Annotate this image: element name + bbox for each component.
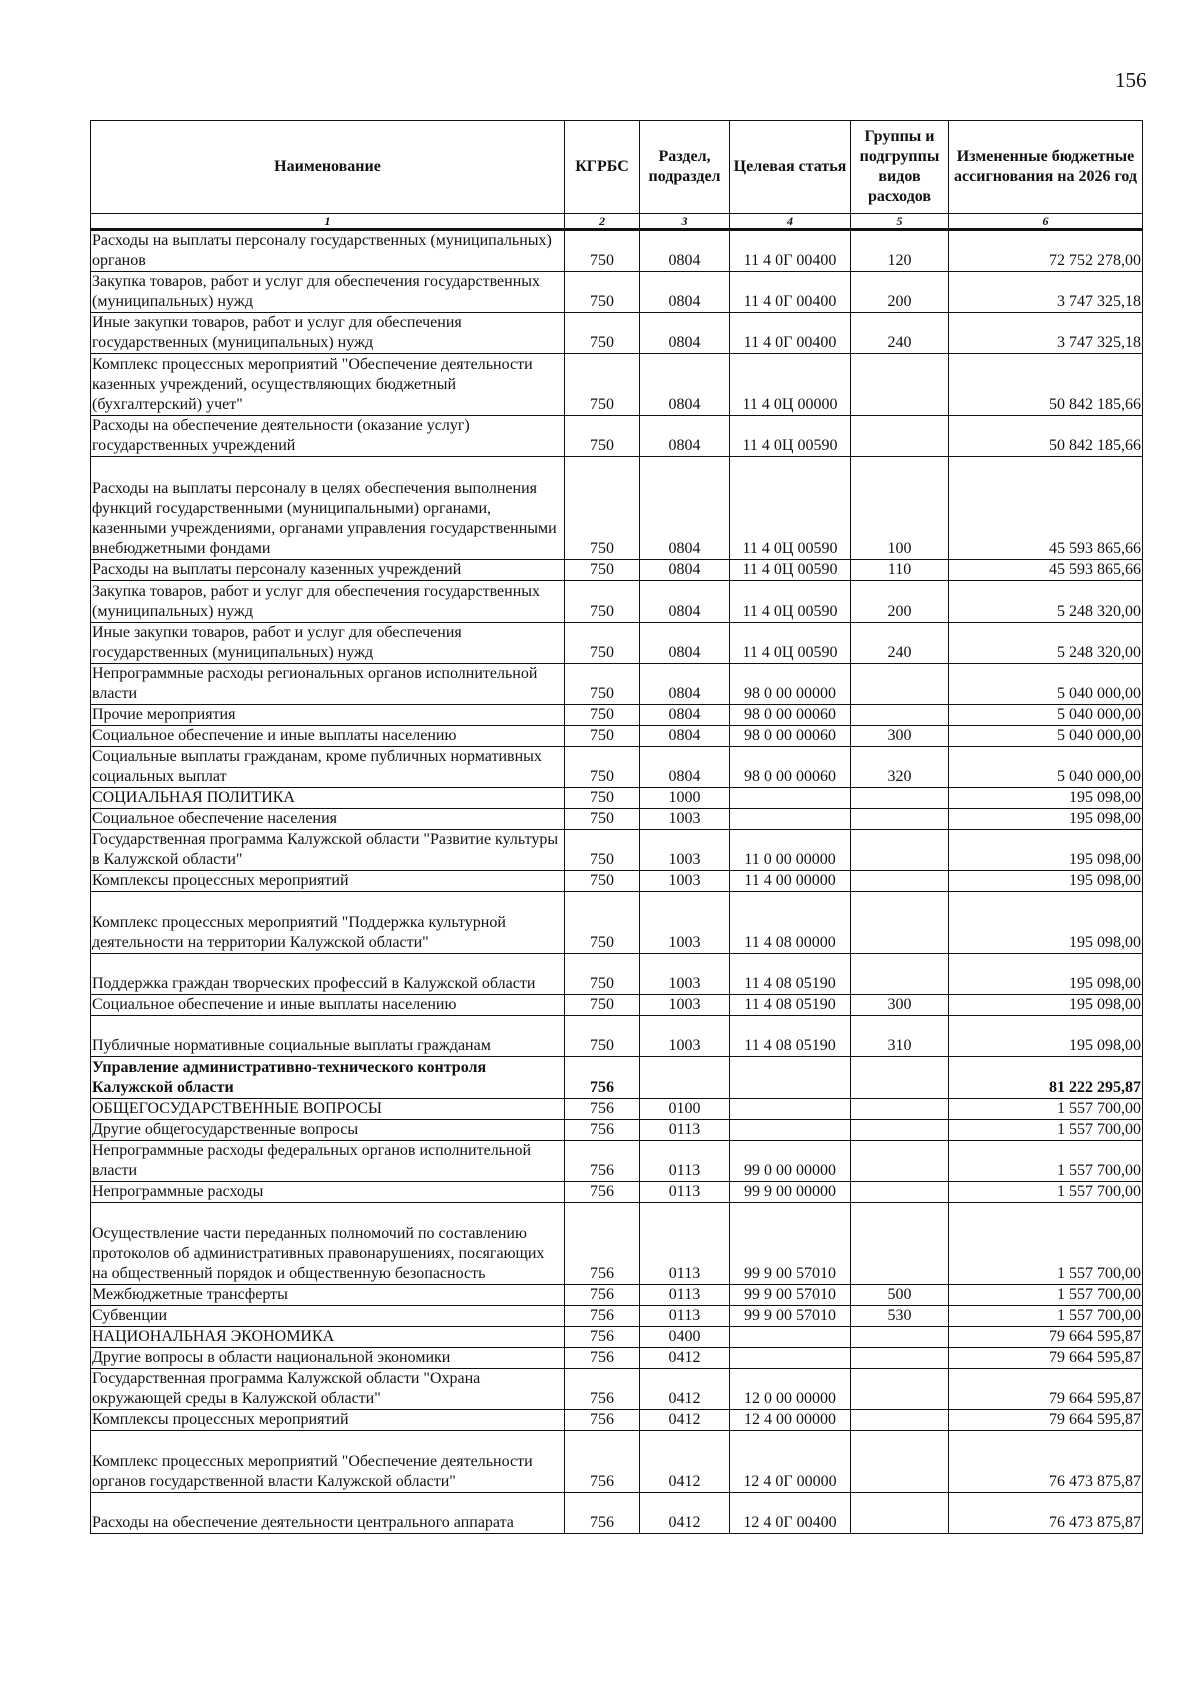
cell-amount: 5 040 000,00 (949, 746, 1143, 787)
cell-group: 240 (851, 313, 949, 354)
cell-section: 0113 (640, 1119, 730, 1140)
cell-name: Непрограммные расходы федеральных органов исполнительной власти (91, 1140, 565, 1181)
cell-section: 0804 (640, 457, 730, 560)
cell-target: 11 0 00 00000 (730, 830, 851, 871)
cell-kgrbs: 756 (565, 1181, 640, 1202)
cell-group: 500 (851, 1285, 949, 1306)
cell-kgrbs: 750 (565, 954, 640, 995)
cell-amount: 5 248 320,00 (949, 622, 1143, 663)
cell-name: Непрограммные расходы региональных органов исполнительной власти (91, 663, 565, 704)
cell-group: 200 (851, 581, 949, 622)
table-row (91, 704, 1143, 725)
table-row (91, 1410, 1143, 1431)
cell-amount: 76 473 875,87 (949, 1493, 1143, 1534)
column-number: 6 (949, 214, 1143, 230)
cell-amount: 81 222 295,87 (949, 1057, 1143, 1098)
cell-group (851, 954, 949, 995)
cell-name: Социальное обеспечение населения (91, 809, 565, 830)
cell-amount: 79 664 595,87 (949, 1410, 1143, 1431)
cell-section: 0804 (640, 354, 730, 416)
cell-target: 98 0 00 00060 (730, 746, 851, 787)
cell-amount: 1 557 700,00 (949, 1202, 1143, 1284)
cell-kgrbs: 750 (565, 725, 640, 746)
cell-target (730, 1327, 851, 1348)
cell-group: 300 (851, 725, 949, 746)
cell-section: 0113 (640, 1181, 730, 1202)
cell-amount: 5 040 000,00 (949, 704, 1143, 725)
cell-kgrbs: 756 (565, 1327, 640, 1348)
cell-amount: 50 842 185,66 (949, 416, 1143, 457)
cell-amount: 195 098,00 (949, 995, 1143, 1016)
cell-amount: 195 098,00 (949, 871, 1143, 892)
cell-name: Закупка товаров, работ и услуг для обеспечения государственных (муниципальных) нужд (91, 581, 565, 622)
cell-name: Социальные выплаты гражданам, кроме публичных нормативных социальных выплат (91, 746, 565, 787)
cell-name: Государственная программа Калужской области "Развитие культуры в Калужской области" (91, 830, 565, 871)
cell-target (730, 788, 851, 809)
cell-group: 320 (851, 746, 949, 787)
cell-name: Расходы на обеспечение деятельности центрального аппарата (91, 1493, 565, 1534)
cell-section: 1003 (640, 809, 730, 830)
table-row (91, 830, 1143, 871)
table-row (91, 746, 1143, 787)
cell-name: Расходы на обеспечение деятельности (оказание услуг) государственных учреждений (91, 416, 565, 457)
cell-group (851, 704, 949, 725)
table-row (91, 1016, 1143, 1057)
cell-group (851, 1493, 949, 1534)
cell-section: 0412 (640, 1493, 730, 1534)
header-amount: Измененные бюджетные ассигнования на 2026 год (949, 121, 1143, 214)
table-row (91, 1493, 1143, 1534)
cell-section: 1003 (640, 871, 730, 892)
cell-section: 0804 (640, 746, 730, 787)
cell-kgrbs: 750 (565, 892, 640, 954)
cell-name: СОЦИАЛЬНАЯ ПОЛИТИКА (91, 788, 565, 809)
cell-group (851, 788, 949, 809)
column-number: 5 (851, 214, 949, 230)
cell-name: Расходы на выплаты персоналу государственных (муниципальных) органов (91, 230, 565, 272)
cell-target: 12 4 00 00000 (730, 1410, 851, 1431)
table-row (91, 1202, 1143, 1284)
cell-group: 240 (851, 622, 949, 663)
cell-name: Комплекс процессных мероприятий "Обеспечение деятельности органов государственной власти Калужской области" (91, 1431, 565, 1493)
cell-group (851, 1410, 949, 1431)
cell-amount: 45 593 865,66 (949, 457, 1143, 560)
cell-name: Другие общегосударственные вопросы (91, 1119, 565, 1140)
cell-section: 1003 (640, 830, 730, 871)
cell-kgrbs: 750 (565, 581, 640, 622)
cell-amount: 1 557 700,00 (949, 1181, 1143, 1202)
cell-section: 0804 (640, 725, 730, 746)
cell-kgrbs: 750 (565, 272, 640, 313)
table-row (91, 1348, 1143, 1369)
cell-kgrbs: 756 (565, 1098, 640, 1119)
cell-group (851, 1327, 949, 1348)
cell-target: 11 4 00 00000 (730, 871, 851, 892)
cell-amount: 1 557 700,00 (949, 1306, 1143, 1327)
cell-amount: 195 098,00 (949, 809, 1143, 830)
table-row (91, 892, 1143, 954)
cell-kgrbs: 750 (565, 995, 640, 1016)
cell-target: 11 4 08 00000 (730, 892, 851, 954)
header-groups: Группы и подгруппы видов расходов (851, 121, 949, 214)
cell-group: 530 (851, 1306, 949, 1327)
cell-amount: 5 248 320,00 (949, 581, 1143, 622)
cell-name: Расходы на выплаты персоналу казенных учреждений (91, 560, 565, 581)
cell-target: 98 0 00 00060 (730, 725, 851, 746)
table-row (91, 1369, 1143, 1410)
cell-group (851, 354, 949, 416)
cell-section: 1000 (640, 788, 730, 809)
cell-kgrbs: 750 (565, 788, 640, 809)
cell-kgrbs: 750 (565, 704, 640, 725)
cell-name: Комплекс процессных мероприятий "Поддержка культурной деятельности на территории Калужской области" (91, 892, 565, 954)
cell-target: 11 4 0Ц 00000 (730, 354, 851, 416)
cell-target: 11 4 0Ц 00590 (730, 416, 851, 457)
table-row (91, 663, 1143, 704)
cell-section: 0412 (640, 1369, 730, 1410)
cell-kgrbs: 756 (565, 1057, 640, 1098)
cell-target: 98 0 00 00060 (730, 704, 851, 725)
cell-group (851, 1202, 949, 1284)
cell-kgrbs: 750 (565, 746, 640, 787)
cell-group: 310 (851, 1016, 949, 1057)
cell-amount: 79 664 595,87 (949, 1327, 1143, 1348)
cell-section: 0113 (640, 1285, 730, 1306)
cell-section: 0113 (640, 1202, 730, 1284)
cell-section: 0804 (640, 704, 730, 725)
page-number: 156 (1115, 68, 1147, 92)
cell-target: 98 0 00 00000 (730, 663, 851, 704)
cell-group (851, 1348, 949, 1369)
column-number-row (91, 214, 1143, 230)
table-row (91, 1119, 1143, 1140)
header-name: Наименование (91, 121, 565, 214)
cell-target (730, 1119, 851, 1140)
cell-name: Управление административно-технического контроля Калужской области (91, 1057, 565, 1098)
cell-kgrbs: 750 (565, 313, 640, 354)
table-row (91, 1098, 1143, 1119)
table-row (91, 809, 1143, 830)
table-row (91, 788, 1143, 809)
cell-target: 11 4 08 05190 (730, 1016, 851, 1057)
cell-kgrbs: 756 (565, 1285, 640, 1306)
table-row (91, 995, 1143, 1016)
table-row (91, 457, 1143, 560)
cell-amount: 50 842 185,66 (949, 354, 1143, 416)
cell-group (851, 1057, 949, 1098)
table-row (91, 1181, 1143, 1202)
cell-target: 11 4 0Г 00400 (730, 272, 851, 313)
cell-name: Расходы на выплаты персоналу в целях обеспечения выполнения функций государственными (муниципальными) органами, казенными учреждениями, органами управления государственными внебюджетными фондами (91, 457, 565, 560)
cell-group (851, 892, 949, 954)
cell-kgrbs: 750 (565, 871, 640, 892)
cell-section: 0804 (640, 313, 730, 354)
table-row (91, 416, 1143, 457)
cell-group (851, 1119, 949, 1140)
cell-group (851, 1369, 949, 1410)
column-number: 1 (91, 214, 565, 230)
cell-kgrbs: 756 (565, 1119, 640, 1140)
cell-name: Комплексы процессных мероприятий (91, 1410, 565, 1431)
table-row (91, 725, 1143, 746)
cell-name: Закупка товаров, работ и услуг для обеспечения государственных (муниципальных) нужд (91, 272, 565, 313)
cell-target: 99 9 00 57010 (730, 1306, 851, 1327)
cell-target: 11 4 08 05190 (730, 995, 851, 1016)
cell-target: 11 4 0Ц 00590 (730, 622, 851, 663)
cell-amount: 195 098,00 (949, 1016, 1143, 1057)
cell-name: Комплексы процессных мероприятий (91, 871, 565, 892)
cell-amount: 3 747 325,18 (949, 313, 1143, 354)
cell-group (851, 871, 949, 892)
cell-name: Другие вопросы в области национальной экономики (91, 1348, 565, 1369)
cell-kgrbs: 750 (565, 830, 640, 871)
cell-group (851, 809, 949, 830)
cell-target: 12 4 0Г 00400 (730, 1493, 851, 1534)
cell-section: 0804 (640, 416, 730, 457)
cell-amount: 76 473 875,87 (949, 1431, 1143, 1493)
cell-name: Социальное обеспечение и иные выплаты населению (91, 725, 565, 746)
cell-name: Поддержка граждан творческих профессий в Калужской области (91, 954, 565, 995)
cell-target: 99 9 00 57010 (730, 1285, 851, 1306)
column-number: 3 (640, 214, 730, 230)
cell-target: 99 9 00 57010 (730, 1202, 851, 1284)
cell-group: 120 (851, 230, 949, 272)
table-row (91, 1431, 1143, 1493)
cell-section (640, 1057, 730, 1098)
header-kgrbs: КГРБС (565, 121, 640, 214)
cell-name: Комплекс процессных мероприятий "Обеспечение деятельности казенных учреждений, осуществляющих бюджетный (бухгалтерский) учет" (91, 354, 565, 416)
cell-name: Осуществление части переданных полномочий по составлению протоколов об административных правонарушениях, посягающих на общественный порядок и общественную безопасность (91, 1202, 565, 1284)
table-row (91, 1285, 1143, 1306)
table-row (91, 230, 1143, 272)
cell-name: Иные закупки товаров, работ и услуг для обеспечения государственных (муниципальных) нужд (91, 313, 565, 354)
cell-amount: 79 664 595,87 (949, 1369, 1143, 1410)
cell-amount: 5 040 000,00 (949, 725, 1143, 746)
column-number: 4 (730, 214, 851, 230)
cell-name: Прочие мероприятия (91, 704, 565, 725)
cell-section: 0412 (640, 1410, 730, 1431)
cell-section: 0100 (640, 1098, 730, 1119)
cell-amount: 79 664 595,87 (949, 1348, 1143, 1369)
cell-section: 0804 (640, 581, 730, 622)
budget-table (90, 120, 1143, 1534)
cell-group: 300 (851, 995, 949, 1016)
cell-target: 12 0 00 00000 (730, 1369, 851, 1410)
cell-amount: 5 040 000,00 (949, 663, 1143, 704)
cell-group (851, 1098, 949, 1119)
cell-kgrbs: 750 (565, 663, 640, 704)
table-row (91, 354, 1143, 416)
cell-group: 200 (851, 272, 949, 313)
cell-kgrbs: 756 (565, 1369, 640, 1410)
cell-target (730, 1057, 851, 1098)
cell-amount: 1 557 700,00 (949, 1140, 1143, 1181)
table-row (91, 1327, 1143, 1348)
cell-target: 11 4 0Ц 00590 (730, 581, 851, 622)
table-row (91, 1306, 1143, 1327)
cell-kgrbs: 756 (565, 1140, 640, 1181)
cell-target: 11 4 0Ц 00590 (730, 560, 851, 581)
cell-kgrbs: 756 (565, 1493, 640, 1534)
cell-name: Иные закупки товаров, работ и услуг для обеспечения государственных (муниципальных) нужд (91, 622, 565, 663)
cell-section: 1003 (640, 995, 730, 1016)
cell-section: 0400 (640, 1327, 730, 1348)
cell-kgrbs: 750 (565, 457, 640, 560)
cell-group (851, 1140, 949, 1181)
cell-group (851, 830, 949, 871)
cell-section: 0412 (640, 1431, 730, 1493)
cell-target: 11 4 0Ц 00590 (730, 457, 851, 560)
cell-kgrbs: 756 (565, 1306, 640, 1327)
cell-kgrbs: 750 (565, 354, 640, 416)
table-row (91, 1057, 1143, 1098)
cell-section: 0804 (640, 663, 730, 704)
cell-amount: 3 747 325,18 (949, 272, 1143, 313)
cell-section: 0113 (640, 1306, 730, 1327)
cell-target (730, 809, 851, 830)
cell-name: Субвенции (91, 1306, 565, 1327)
cell-group: 100 (851, 457, 949, 560)
table-row (91, 871, 1143, 892)
cell-group (851, 663, 949, 704)
cell-amount: 195 098,00 (949, 954, 1143, 995)
cell-group: 110 (851, 560, 949, 581)
cell-kgrbs: 750 (565, 1016, 640, 1057)
cell-kgrbs: 750 (565, 622, 640, 663)
cell-section: 0804 (640, 272, 730, 313)
cell-amount: 1 557 700,00 (949, 1098, 1143, 1119)
cell-target: 11 4 0Г 00400 (730, 313, 851, 354)
table-row (91, 313, 1143, 354)
cell-amount: 45 593 865,66 (949, 560, 1143, 581)
cell-section: 1003 (640, 892, 730, 954)
cell-name: Межбюджетные трансферты (91, 1285, 565, 1306)
cell-amount: 1 557 700,00 (949, 1285, 1143, 1306)
table-row (91, 581, 1143, 622)
table-row (91, 622, 1143, 663)
cell-group (851, 1181, 949, 1202)
cell-kgrbs: 756 (565, 1348, 640, 1369)
table-header-row (91, 121, 1143, 214)
cell-target: 11 4 0Г 00400 (730, 230, 851, 272)
cell-kgrbs: 750 (565, 230, 640, 272)
cell-kgrbs: 750 (565, 809, 640, 830)
cell-target (730, 1098, 851, 1119)
cell-name: Публичные нормативные социальные выплаты гражданам (91, 1016, 565, 1057)
table-row (91, 954, 1143, 995)
cell-name: НАЦИОНАЛЬНАЯ ЭКОНОМИКА (91, 1327, 565, 1348)
cell-section: 0804 (640, 560, 730, 581)
cell-target: 12 4 0Г 00000 (730, 1431, 851, 1493)
cell-name: Государственная программа Калужской области "Охрана окружающей среды в Калужской области" (91, 1369, 565, 1410)
cell-target (730, 1348, 851, 1369)
cell-kgrbs: 756 (565, 1202, 640, 1284)
cell-group (851, 416, 949, 457)
cell-amount: 1 557 700,00 (949, 1119, 1143, 1140)
cell-target: 99 9 00 00000 (730, 1181, 851, 1202)
cell-kgrbs: 756 (565, 1431, 640, 1493)
cell-kgrbs: 756 (565, 1410, 640, 1431)
cell-target: 99 0 00 00000 (730, 1140, 851, 1181)
cell-name: ОБЩЕГОСУДАРСТВЕННЫЕ ВОПРОСЫ (91, 1098, 565, 1119)
cell-section: 1003 (640, 954, 730, 995)
cell-group (851, 1431, 949, 1493)
cell-amount: 195 098,00 (949, 830, 1143, 871)
cell-kgrbs: 750 (565, 416, 640, 457)
table-row (91, 560, 1143, 581)
cell-section: 0412 (640, 1348, 730, 1369)
cell-target: 11 4 08 05190 (730, 954, 851, 995)
cell-amount: 195 098,00 (949, 892, 1143, 954)
cell-name: Непрограммные расходы (91, 1181, 565, 1202)
cell-section: 0113 (640, 1140, 730, 1181)
header-target: Целевая статья (730, 121, 851, 214)
column-number: 2 (565, 214, 640, 230)
cell-section: 1003 (640, 1016, 730, 1057)
header-section: Раздел, подраздел (640, 121, 730, 214)
cell-name: Социальное обеспечение и иные выплаты населению (91, 995, 565, 1016)
cell-amount: 195 098,00 (949, 788, 1143, 809)
cell-amount: 72 752 278,00 (949, 230, 1143, 272)
table-row (91, 272, 1143, 313)
table-row (91, 1140, 1143, 1181)
cell-kgrbs: 750 (565, 560, 640, 581)
cell-section: 0804 (640, 230, 730, 272)
cell-section: 0804 (640, 622, 730, 663)
